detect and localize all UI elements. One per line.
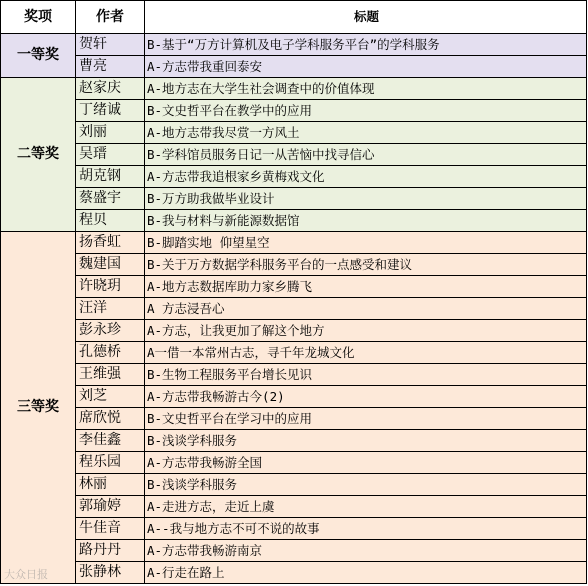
table-row	[1, 562, 587, 584]
title-cell: A-方志带我畅游南京	[145, 540, 587, 562]
author-cell: 林丽	[76, 474, 145, 496]
author-cell: 贺轩	[76, 34, 145, 56]
table-row	[1, 34, 587, 56]
title-cell: A--我与地方志不可不说的故事	[145, 518, 587, 540]
table-row	[1, 56, 587, 78]
author-cell: 张静林	[76, 562, 145, 584]
table-row	[1, 298, 587, 320]
table-row	[1, 540, 587, 562]
table-row	[1, 122, 587, 144]
title-cell: A-方志带我畅游全国	[145, 452, 587, 474]
title-cell: B-关于万方数据学科服务平台的一点感受和建议	[145, 254, 587, 276]
award-level-cell: 一等奖	[1, 34, 76, 78]
table-row	[1, 364, 587, 386]
author-cell: 王维强	[76, 364, 145, 386]
table-row	[1, 408, 587, 430]
author-cell: 蔡盛宇	[76, 188, 145, 210]
title-cell: A-方志带我重回泰安	[145, 56, 587, 78]
title-cell: B-万方助我做毕业设计	[145, 188, 587, 210]
author-cell: 魏建国	[76, 254, 145, 276]
table-row	[1, 320, 587, 342]
title-cell: A-地方志带我尽赏一方风土	[145, 122, 587, 144]
table-row	[1, 254, 587, 276]
author-cell: 丁绪诚	[76, 100, 145, 122]
table-row	[1, 100, 587, 122]
title-cell: B-浅谈学科服务	[145, 430, 587, 452]
title-cell: B-基于“万方计算机及电子学科服务平台”的学科服务	[145, 34, 587, 56]
table-row	[1, 430, 587, 452]
table-row	[1, 78, 587, 100]
table-row	[1, 342, 587, 364]
author-cell: 曹亮	[76, 56, 145, 78]
title-cell: B-脚踏实地 仰望星空	[145, 232, 587, 254]
title-cell: A-地方志在大学生社会调查中的价值体现	[145, 78, 587, 100]
header-author: 作者	[76, 1, 145, 34]
author-cell: 程贝	[76, 210, 145, 232]
table-row	[1, 474, 587, 496]
title-cell: A 方志浸吾心	[145, 298, 587, 320]
table-row	[1, 276, 587, 298]
author-cell: 赵家庆	[76, 78, 145, 100]
author-cell: 程乐园	[76, 452, 145, 474]
title-cell: A-走进方志，走近上虞	[145, 496, 587, 518]
title-cell: A-方志，让我更加了解这个地方	[145, 320, 587, 342]
title-cell: A-方志带我追根家乡黄梅戏文化	[145, 166, 587, 188]
title-cell: B-我与材料与新能源数据馆	[145, 210, 587, 232]
watermark: 大众日报	[4, 568, 48, 581]
award-level-cell: 三等奖	[1, 232, 76, 584]
author-cell: 郭瑜婷	[76, 496, 145, 518]
author-cell: 吴瑨	[76, 144, 145, 166]
table-row	[1, 166, 587, 188]
table-row	[1, 144, 587, 166]
table-body	[1, 34, 587, 584]
author-cell: 胡克钢	[76, 166, 145, 188]
author-cell: 汪洋	[76, 298, 145, 320]
table-row	[1, 232, 587, 254]
title-cell: B-文史哲平台在学习中的应用	[145, 408, 587, 430]
table-row	[1, 210, 587, 232]
header-row	[1, 1, 587, 34]
title-cell: B-文史哲平台在教学中的应用	[145, 100, 587, 122]
header-title: 标题	[145, 1, 587, 34]
author-cell: 许晓玥	[76, 276, 145, 298]
title-cell: B-浅谈学科服务	[145, 474, 587, 496]
title-cell: B-学科馆员服务日记一从苦恼中找寻信心	[145, 144, 587, 166]
author-cell: 席欣悦	[76, 408, 145, 430]
author-cell: 扬香虹	[76, 232, 145, 254]
title-cell: A一借一本常州古志，寻千年龙城文化	[145, 342, 587, 364]
author-cell: 彭永珍	[76, 320, 145, 342]
title-cell: B-生物工程服务平台增长见识	[145, 364, 587, 386]
award-level-cell: 二等奖	[1, 78, 76, 232]
author-cell: 路丹丹	[76, 540, 145, 562]
table-row	[1, 386, 587, 408]
table-row	[1, 496, 587, 518]
title-cell: A-行走在路上	[145, 562, 587, 584]
author-cell: 李佳鑫	[76, 430, 145, 452]
author-cell: 刘芝	[76, 386, 145, 408]
table-row	[1, 188, 587, 210]
author-cell: 牛佳音	[76, 518, 145, 540]
table-row	[1, 518, 587, 540]
title-cell: A-方志带我畅游古今(2)	[145, 386, 587, 408]
table-row	[1, 452, 587, 474]
author-cell: 刘丽	[76, 122, 145, 144]
title-cell: A-地方志数据库助力家乡腾飞	[145, 276, 587, 298]
author-cell: 孔德桥	[76, 342, 145, 364]
header-award: 奖项	[1, 1, 76, 34]
